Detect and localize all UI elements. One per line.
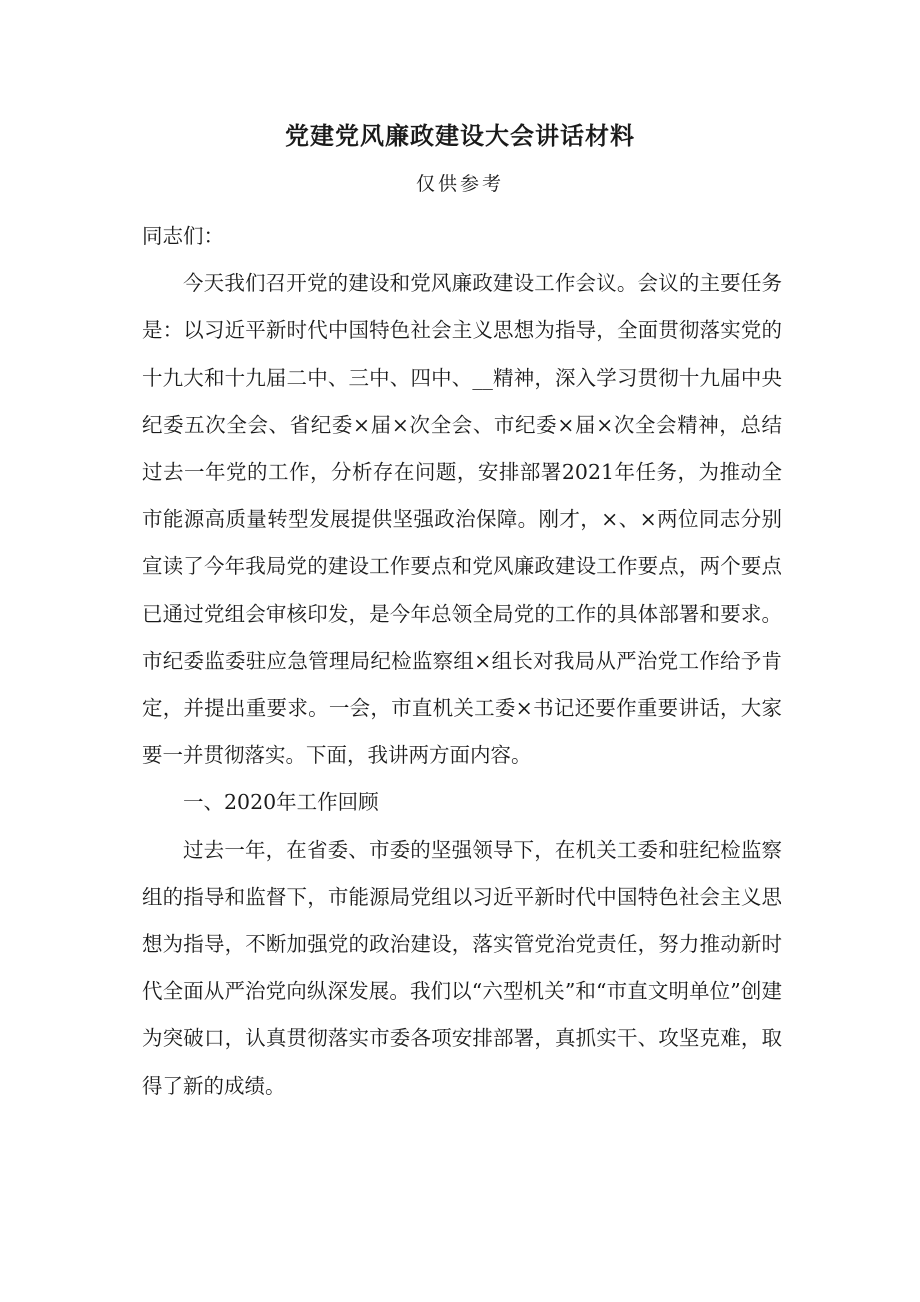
paragraph-review: 过去一年，在省委、市委的坚强领导下，在机关工委和驻纪检监察组的指导和监督下，市能源局党组以习近平新时代中国特色社会主义思想为指导，不断加强党的政治建设，落实管党治党责任，努力推动新时代全面从严治党向纵深发展。我们以“六型机关”和“市直文明单位”创建为突破口，认真贯彻落实市委各项安排部署，真抓实干、攻坚克难，取得了新的成绩。 — [142, 837, 782, 1098]
document-body — [142, 213, 782, 1110]
document-title: 党建党风廉政建设大会讲话材料 — [285, 121, 635, 150]
document-subtitle: 仅供参考 — [415, 173, 504, 195]
section-heading: 一、2020年工作回顾 — [183, 790, 379, 815]
paragraph-opening: 今天我们召开党的建设和党风廉政建设工作会议。会议的主要任务是：以习近平新时代中国特色社会主义思想为指导，全面贯彻落实党的十九大和十九届二中、三中、四中、__精神，深入学习贯彻十九届中央纪委五次全会、省纪委×届×次全会、市纪委×届×次全会精神，总结过去一年党的工作，分析存在问题，安排部署2021年任务，为推动全市能源高质量转型发展提供坚强政治保障。刚才，×、×两位同志分别宣读了今年我局党的建设工作要点和党风廉政建设工作要点，两个要点已通过党组会审核印发，是今年总领全局党的工作的具体部署和要求。市纪委监委驻应急管理局纪检监察组×组长对我局从严治党工作给予肯定，并提出重要求。一会，市直机关工委×书记还要作重要讲话，大家要一并贯彻落实。下面，我讲两方面内容。 — [142, 271, 782, 768]
salutation: 同志们： — [142, 224, 224, 248]
